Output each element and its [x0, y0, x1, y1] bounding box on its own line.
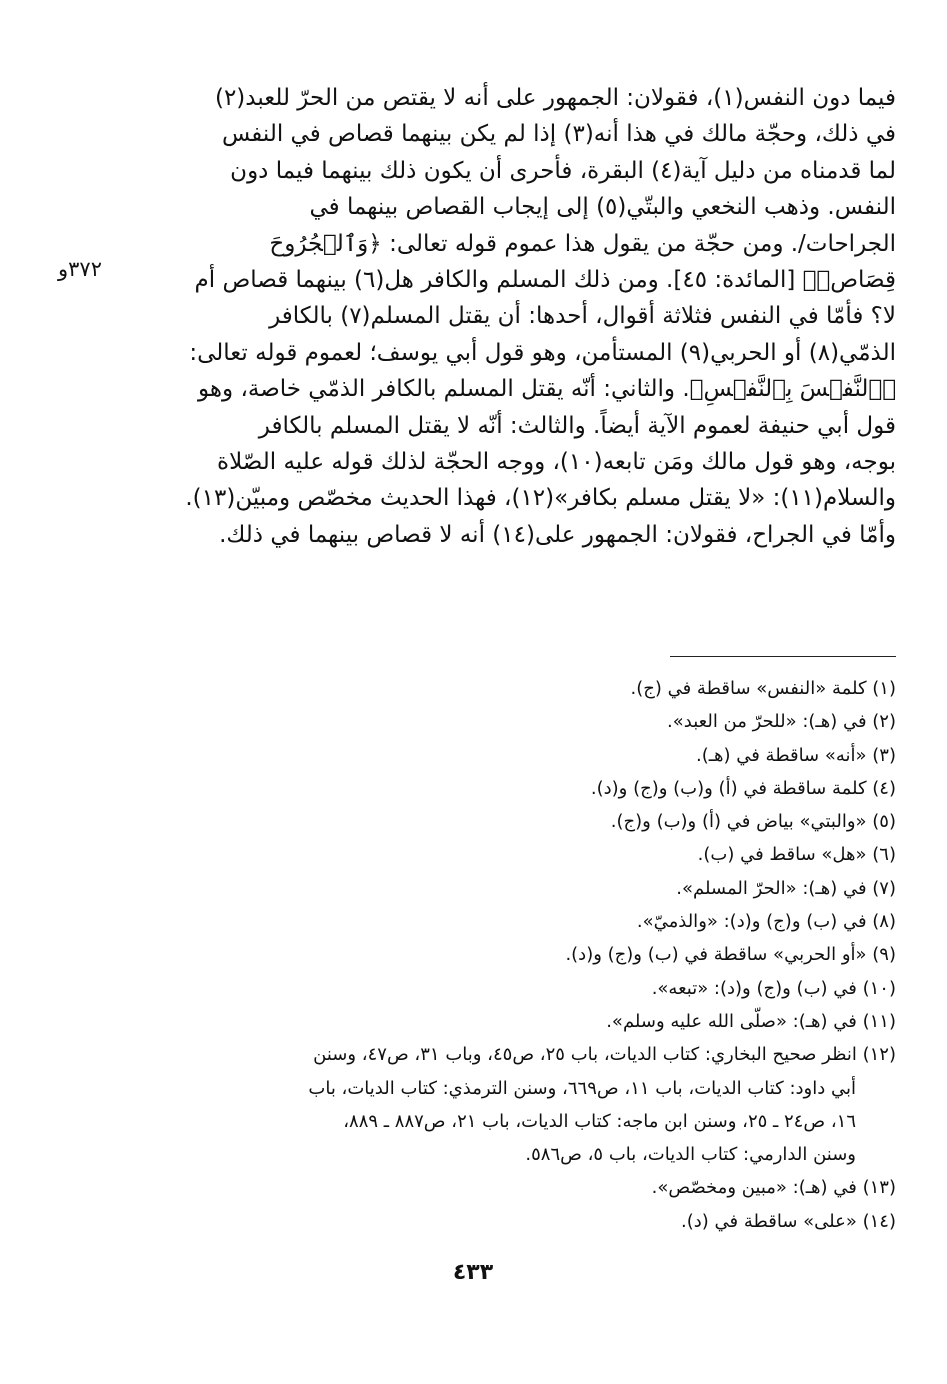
footnote: (٩) «أو الحربي» ساقطة في (ب) و(ج) و(د).	[565, 944, 896, 966]
footnote: (١٠) في (ب) و(ج) و(د): «تبعه».	[651, 977, 896, 999]
footnote-separator	[670, 656, 896, 657]
text-line: وأمّا في الجراح، فقولان: الجمهور على(١٤) أنه لا قصاص بينهما في ذلك.	[219, 521, 896, 548]
footnote: (١٢) انظر صحيح البخاري: كتاب الديات، باب ٢٥، ص٤٥، وباب ٣١، ص٤٧، وسنن	[313, 1044, 896, 1066]
footnote: (٦) «هل» ساقط في (ب).	[697, 844, 896, 866]
footnote: (١١) في (هـ): «صلّى الله عليه وسلم».	[606, 1010, 896, 1032]
text-line: الجراحات/. ومن حجّة من يقول هذا عموم قوله تعالى: ﴿وَٱلۡجُرُوحَ	[269, 230, 896, 257]
footnote: (٨) في (ب) و(ج) و(د): «والذميّ».	[636, 911, 896, 933]
text-line: في ذلك، وحجّة مالك في هذا أنه(٣) إذا لم يكن بينهما قصاص في النفس	[221, 121, 896, 148]
footnote: (٣) «أنه» ساقطة في (هـ).	[695, 744, 896, 766]
footnote: (١٣) في (هـ): «مبين ومخصّص».	[651, 1177, 896, 1199]
footnote-continuation: ١٦، ص٢٤ ـ ٢٥، وسنن ابن ماجه: كتاب الديات، باب ٢١، ص٨٨٧ ـ ٨٨٩،	[343, 1110, 856, 1132]
text-line: قول أبي حنيفة لعموم الآية أيضاً. والثالث: أنّه لا يقتل المسلم بالكافر	[258, 412, 896, 439]
footnote: (٢) في (هـ): «للحرّ من العبد».	[667, 711, 896, 733]
text-line: فيما دون النفس(١)، فقولان: الجمهور على أنه لا يقتص من الحرّ للعبد(٢)	[214, 85, 896, 111]
footnote-continuation: وسنن الدارمي: كتاب الديات، باب ٥، ص٥٨٦.	[525, 1144, 856, 1166]
text-line: لما قدمناه من دليل آية(٤) البقرة، فأحرى أن يكون ذلك بينهما فيما دون	[230, 157, 896, 184]
text-line: الذمّي(٨) أو الحربي(٩) المستأمن، وهو قول أبي يوسف؛ لعموم قوله تعالى:	[189, 339, 896, 366]
footnote: (٧) في (هـ): «الحرّ المسلم».	[676, 877, 896, 899]
footnote-continuation: أبي داود: كتاب الديات، باب ١١، ص٦٦٩، وسنن الترمذي: كتاب الديات، باب	[308, 1077, 856, 1099]
footnote: (١٤) «على» ساقطة في (د).	[681, 1210, 896, 1232]
footnotes	[144, 672, 896, 1238]
main-text	[144, 80, 896, 553]
text-line: والسلام(١١): «لا يقتل مسلم بكافر»(١٢)، فهذا الحديث مخصّص ومبيّن(١٣).	[185, 485, 896, 512]
footnote: (٥) «والبتي» بياض في (أ) و(ب) و(ج).	[610, 811, 896, 833]
manuscript-folio-marker: ٣٧٢و	[58, 257, 102, 281]
text-line: لا؟ فأمّا في النفس فثلاثة أقوال، أحدها: أن يقتل المسلم(٧) بالكافر	[269, 303, 896, 330]
footnote: (٤) كلمة ساقطة في (أ) و(ب) و(ج) و(د).	[590, 777, 896, 799]
text-line: ﴿ٱلنَّفۡسَ بِٱلنَّفۡسِ﴾. والثاني: أنّه يقتل المسلم بالكافر الذمّي خاصة، وهو	[198, 376, 896, 403]
text-line: بوجه، وهو قول مالك ومَن تابعه(١٠)، ووجه الحجّة لذلك قوله عليه الصّلاة	[217, 448, 896, 475]
footnote: (١) كلمة «النفس» ساقطة في (ج).	[630, 678, 896, 699]
text-line: قِصَاصٞ﴾ [المائدة: ٤٥]. ومن ذلك المسلم والكافر هل(٦) بينهما قصاص أم	[194, 266, 896, 293]
page-number: ٤٣٣	[452, 1260, 494, 1285]
text-line: النفس. وذهب النخعي والبتّي(٥) إلى إيجاب القصاص بينهما في	[309, 194, 896, 221]
